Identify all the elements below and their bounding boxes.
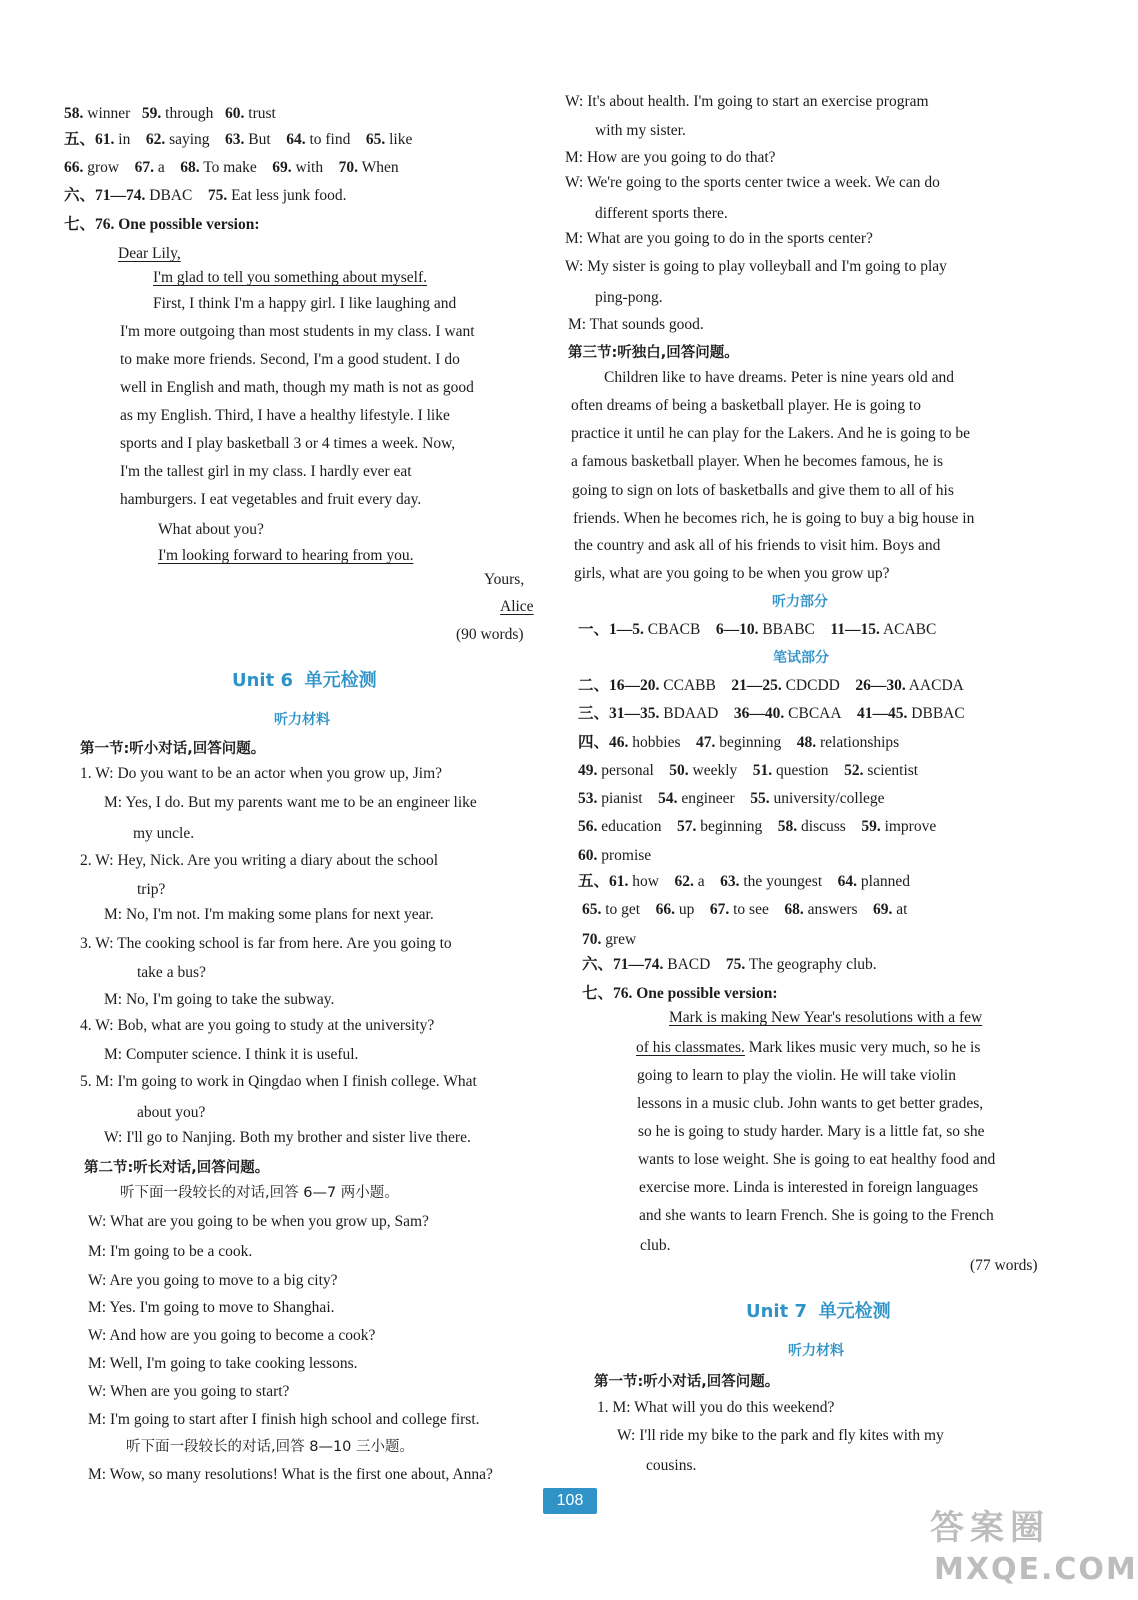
word-count: (90 words) [456, 626, 524, 643]
monologue-line: a famous basketball player. When he becomes famous, he is [571, 453, 944, 470]
page-number: 108 [543, 1488, 597, 1514]
section-heading: 第二节:听长对话,回答问题。 [84, 1160, 270, 1176]
written-part-heading: 笔试部分 [773, 650, 829, 666]
essay-line: of his classmates. Mark likes music very much, so he is [636, 1039, 981, 1056]
monologue-line: practice it until he can play for the Lakers. And he is going to be [571, 425, 971, 442]
essay-line: lessons in a music club. John wants to get better grades, [637, 1095, 984, 1112]
listening-material-heading: 听力材料 [274, 712, 330, 728]
dialog-line: W: I'll go to Nanjing. Both my brother and sister live there. [104, 1129, 471, 1146]
instruction: 听下面一段较长的对话,回答 6—7 两小题。 [120, 1185, 399, 1201]
dialog-line: W: Are you going to move to a big city? [88, 1272, 338, 1289]
letter-line: I'm looking forward to hearing from you. [158, 547, 414, 564]
dialog-line: M: I'm going to start after I finish high school and college first. [88, 1411, 480, 1428]
section-heading: 第一节:听小对话,回答问题。 [80, 741, 266, 757]
word-count: (77 words) [970, 1257, 1038, 1274]
unit-heading: Unit 6 单元检测 [232, 670, 377, 691]
dialog-line: take a bus? [137, 964, 206, 981]
dialog-line: my uncle. [133, 825, 195, 842]
dialog-line: M: What are you going to do in the sports center? [565, 230, 873, 247]
letter-line: sports and I play basketball 3 or 4 times a week. Now, [120, 435, 456, 452]
dialog-line: M: No, I'm not. I'm making some plans for next year. [104, 906, 434, 923]
answer-line: 49. personal 50. weekly 51. question 52. scientist [578, 762, 919, 779]
answer-line: 65. to get 66. up 67. to see 68. answers 69. at [582, 901, 908, 918]
writing-heading: 七、76. One possible version: [64, 216, 260, 233]
answer-line: 六、71—74. BACD 75. The geography club. [582, 956, 877, 973]
answer-line: 三、31—35. BDAAD 36—40. CBCAA 41—45. DBBAC [578, 705, 965, 722]
dialog-line: M: Wow, so many resolutions! What is the first one about, Anna? [88, 1466, 493, 1483]
letter-line: I'm more outgoing than most students in my class. I want [120, 323, 475, 340]
letter-line: What about you? [158, 521, 264, 538]
dialog-line: M: Yes, I do. But my parents want me to be an engineer like [104, 794, 477, 811]
letter-line: First, I think I'm a happy girl. I like laughing and [153, 295, 457, 312]
answer-line: 四、46. hobbies 47. beginning 48. relationships [578, 734, 900, 751]
answer-line: 66. grow 67. a 68. To make 69. with 70. When [64, 159, 399, 176]
writing-heading: 七、76. One possible version: [582, 985, 778, 1002]
watermark-logo-text: 答案圈 [930, 1508, 1050, 1548]
dialog-line: about you? [137, 1104, 206, 1121]
answer-line: 六、71—74. DBAC 75. Eat less junk food. [64, 187, 347, 204]
essay-line: exercise more. Linda is interested in foreign languages [639, 1179, 979, 1196]
dialog-line: 1. W: Do you want to be an actor when you grow up, Jim? [80, 765, 443, 782]
essay-line: so he is going to study harder. Mary is a little fat, so she [638, 1123, 985, 1140]
dialog-line: M: Computer science. I think it is useful. [104, 1046, 359, 1063]
answer-line: 56. education 57. beginning 58. discuss 59. improve [578, 818, 937, 835]
essay-line: club. [640, 1237, 671, 1254]
site-watermark [930, 1500, 1138, 1592]
dialog-line: M: I'm going to be a cook. [88, 1243, 253, 1260]
letter-closing: Yours, [484, 571, 525, 588]
letter-line: I'm glad to tell you something about myself. [153, 269, 428, 286]
dialog-line: 5. M: I'm going to work in Qingdao when I finish college. What [80, 1073, 477, 1090]
letter-line: as my English. Third, I have a healthy lifestyle. I like [120, 407, 450, 424]
dialog-line: M: Yes. I'm going to move to Shanghai. [88, 1299, 335, 1316]
dialog-line: M: That sounds good. [568, 316, 704, 333]
dialog-line: ping-pong. [595, 289, 663, 306]
dialog-line: 2. W: Hey, Nick. Are you writing a diary about the school [80, 852, 438, 869]
listening-material-heading: 听力材料 [788, 1343, 844, 1359]
dialog-line: M: How are you going to do that? [565, 149, 776, 166]
monologue-line: often dreams of being a basketball player. He is going to [571, 397, 921, 414]
listening-part-heading: 听力部分 [772, 594, 828, 610]
letter-salutation: Dear Lily, [118, 245, 181, 262]
unit-heading: Unit 7 单元检测 [746, 1301, 891, 1322]
answer-line: 60. promise [578, 847, 652, 864]
dialog-line: different sports there. [595, 205, 728, 222]
dialog-line: 1. M: What will you do this weekend? [597, 1399, 835, 1416]
section-heading: 第一节:听小对话,回答问题。 [594, 1374, 780, 1390]
essay-line: wants to lose weight. She is going to eat healthy food and [638, 1151, 996, 1168]
letter-line: hamburgers. I eat vegetables and fruit every day. [120, 491, 422, 508]
monologue-line: the country and ask all of his friends to visit him. Boys and [574, 537, 941, 554]
dialog-line: M: No, I'm going to take the subway. [104, 991, 335, 1008]
dialog-line: W: I'll ride my bike to the park and fly kites with my [617, 1427, 944, 1444]
answer-line: 二、16—20. CCABB 21—25. CDCDD 26—30. AACDA [578, 677, 964, 694]
answer-line: 一、1—5. CBACB 6—10. BBABC 11—15. ACABC [578, 621, 937, 638]
monologue-line: girls, what are you going to be when you grow up? [574, 565, 890, 582]
dialog-line: W: My sister is going to play volleyball and I'm going to play [565, 258, 947, 275]
monologue-line: going to sign on lots of basketballs and give them to all of his [572, 482, 954, 499]
monologue-line: Children like to have dreams. Peter is nine years old and [604, 369, 954, 386]
essay-line: Mark is making New Year's resolutions with a few [669, 1009, 983, 1026]
monologue-line: friends. When he becomes rich, he is going to buy a big house in [573, 510, 975, 527]
dialog-line: M: Well, I'm going to take cooking lessons. [88, 1355, 358, 1372]
letter-signature: Alice [500, 598, 534, 615]
dialog-line: W: What are you going to be when you grow up, Sam? [88, 1213, 429, 1230]
answer-line: 五、61. in 62. saying 63. But 64. to find 65. like [64, 131, 413, 148]
answer-line: 70. grew [582, 931, 637, 948]
instruction: 听下面一段较长的对话,回答 8—10 三小题。 [126, 1439, 415, 1455]
answer-line: 五、61. how 62. a 63. the youngest 64. planned [578, 873, 910, 890]
answer-line: 53. pianist 54. engineer 55. university/college [578, 790, 885, 807]
dialog-line: W: We're going to the sports center twice a week. We can do [565, 174, 940, 191]
dialog-line: 3. W: The cooking school is far from here. Are you going to [80, 935, 452, 952]
dialog-line: trip? [137, 881, 166, 898]
letter-line: to make more friends. Second, I'm a good student. I do [120, 351, 460, 368]
dialog-line: with my sister. [595, 122, 686, 139]
dialog-line: W: It's about health. I'm going to start an exercise program [565, 93, 929, 110]
letter-line: I'm the tallest girl in my class. I hardly ever eat [120, 463, 412, 480]
dialog-line: W: When are you going to start? [88, 1383, 290, 1400]
dialog-line: 4. W: Bob, what are you going to study at the university? [80, 1017, 435, 1034]
section-heading: 第三节:听独白,回答问题。 [568, 345, 739, 361]
essay-line: and she wants to learn French. She is going to the French [639, 1207, 994, 1224]
dialog-line: W: And how are you going to become a cook? [88, 1327, 376, 1344]
dialog-line: cousins. [646, 1457, 697, 1474]
watermark-url: MXQE.COM [934, 1552, 1138, 1587]
answer-line: 58. winner 59. through 60. trust [64, 105, 276, 122]
essay-line: going to learn to play the violin. He will take violin [637, 1067, 956, 1084]
letter-line: well in English and math, though my math is not as good [120, 379, 474, 396]
